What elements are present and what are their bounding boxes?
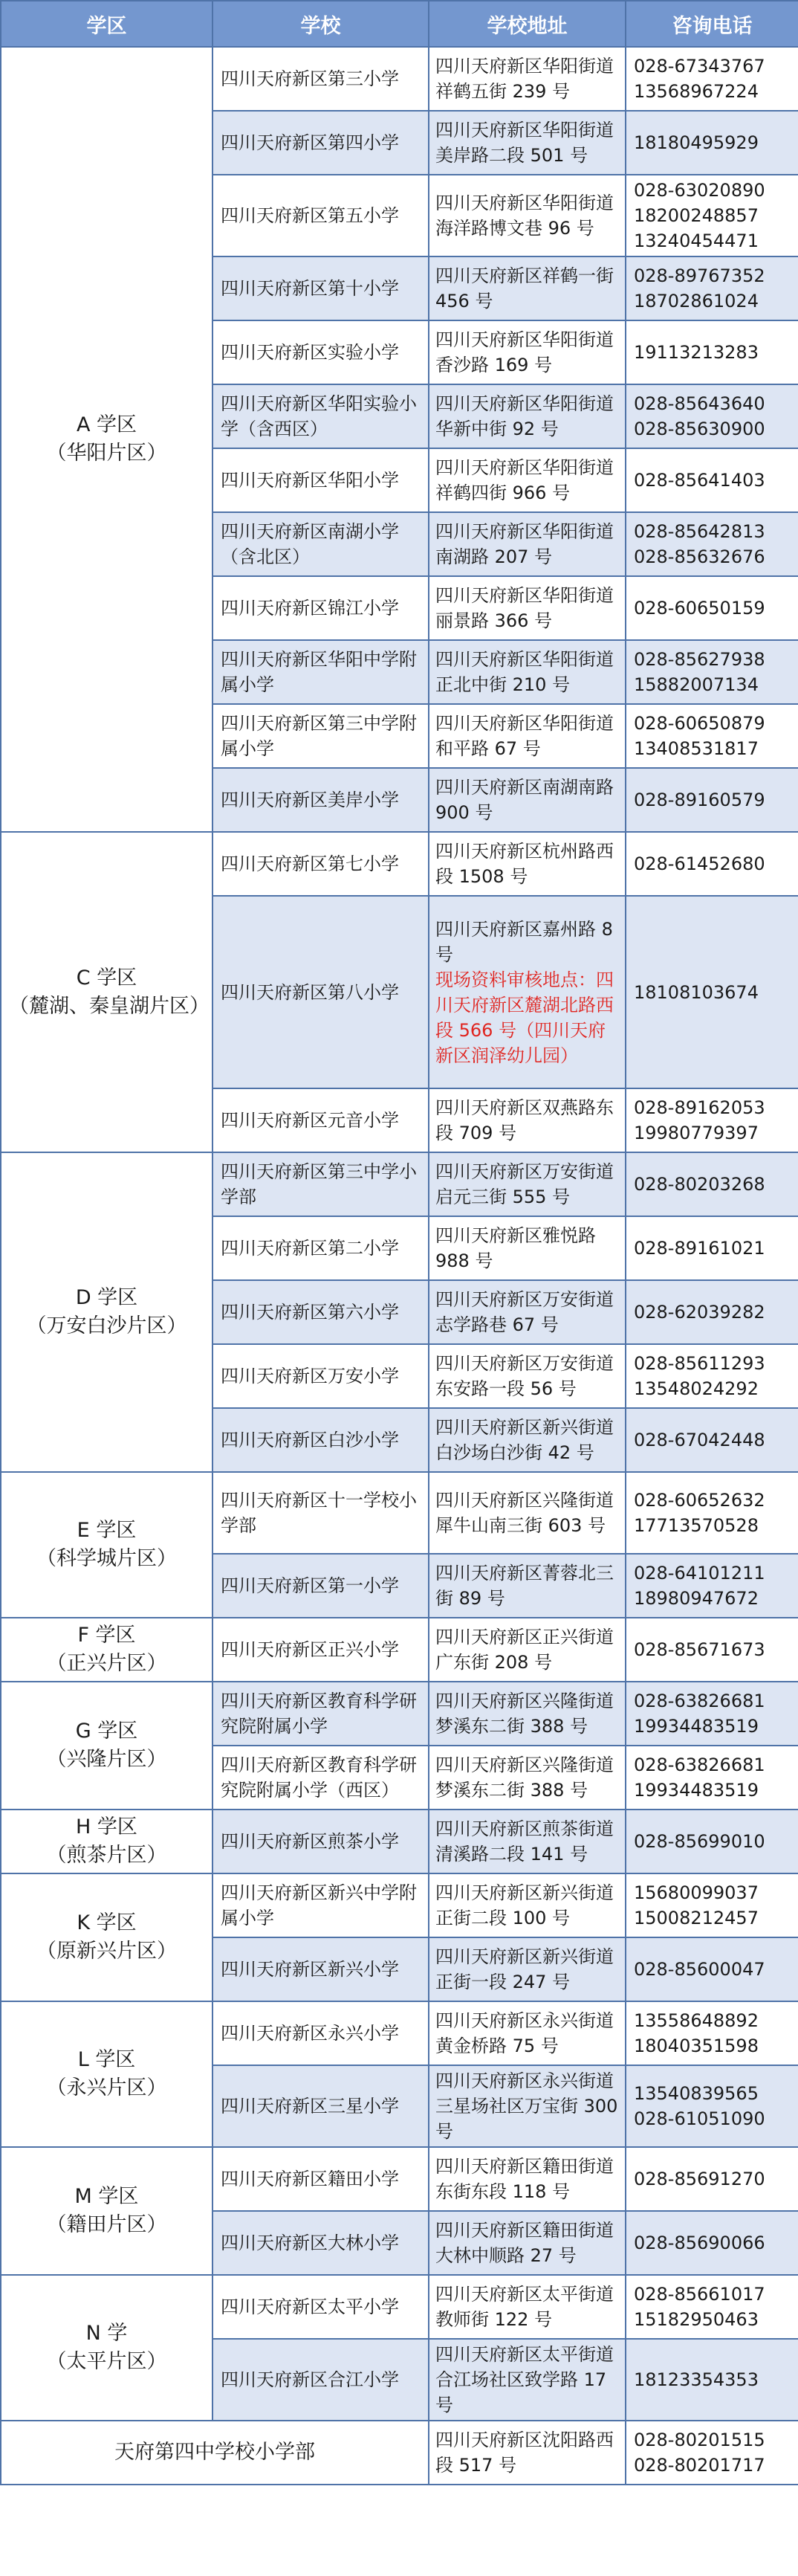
district-area: （华阳片区） xyxy=(46,442,167,465)
address-text: 四川天府新区华阳街道祥鹤五街 239 号 xyxy=(435,56,614,102)
district-area: （万安白沙片区） xyxy=(26,1314,187,1337)
district-area: （麓湖、秦皇湖片区） xyxy=(9,994,210,1018)
address-text: 四川天府新区菁蓉北三街 89 号 xyxy=(435,1563,614,1609)
school-address xyxy=(429,576,626,640)
school-name: 四川天府新区万安小学 xyxy=(213,1344,429,1408)
district-area: （煎茶片区） xyxy=(46,1844,167,1867)
school-name: 四川天府新区籍田小学 xyxy=(213,2147,429,2211)
school-address xyxy=(429,2275,626,2339)
address-text: 四川天府新区华阳街道正北中街 210 号 xyxy=(435,649,614,695)
school-name: 四川天府新区第五小学 xyxy=(213,175,429,256)
school-name: 四川天府新区华阳小学 xyxy=(213,448,429,512)
phone-number: 028-89767352 18702861024 xyxy=(626,256,798,320)
phone-number: 028-63020890 18200248857 13240454471 xyxy=(626,175,798,256)
header-row xyxy=(1,1,798,47)
district-cell xyxy=(1,1682,213,1810)
district-cell xyxy=(1,1472,213,1618)
phone-number: 028-85642813 028-85632676 xyxy=(626,512,798,576)
school-address xyxy=(429,640,626,704)
phone-number: 028-85690066 xyxy=(626,2211,798,2275)
district-name: K 学区 xyxy=(77,1911,137,1934)
school-address xyxy=(429,2211,626,2275)
school-name: 四川天府新区第三中学小学部 xyxy=(213,1152,429,1216)
school-name: 四川天府新区十一学校小学部 xyxy=(213,1472,429,1554)
school-address xyxy=(429,256,626,320)
district-area: （正兴片区） xyxy=(46,1652,167,1675)
school-name: 四川天府新区煎茶小学 xyxy=(213,1810,429,1873)
phone-number: 028-63826681 19934483519 xyxy=(626,1746,798,1810)
school-name: 四川天府新区第四小学 xyxy=(213,111,429,175)
table-body xyxy=(1,47,798,2485)
school-address xyxy=(429,1554,626,1618)
school-address xyxy=(429,768,626,832)
school-name: 四川天府新区新兴小学 xyxy=(213,1937,429,2001)
phone-number: 028-67042448 xyxy=(626,1408,798,1472)
school-address xyxy=(429,896,626,1088)
phone-number: 028-85643640 028-85630900 xyxy=(626,384,798,448)
school-name: 四川天府新区美岸小学 xyxy=(213,768,429,832)
school-name: 四川天府新区正兴小学 xyxy=(213,1618,429,1682)
school-name: 四川天府新区太平小学 xyxy=(213,2275,429,2339)
school-address xyxy=(429,1682,626,1746)
school-name: 四川天府新区第七小学 xyxy=(213,832,429,896)
phone-number: 13540839565 028-61051090 xyxy=(626,2065,798,2147)
school-name: 四川天府新区第一小学 xyxy=(213,1554,429,1618)
table-row xyxy=(1,1152,798,1216)
district-name: H 学区 xyxy=(76,1815,137,1839)
school-name: 四川天府新区永兴小学 xyxy=(213,2001,429,2065)
phone-number: 028-60650159 xyxy=(626,576,798,640)
school-address xyxy=(429,448,626,512)
address-text: 四川天府新区煎茶街道清溪路二段 141 号 xyxy=(435,1818,614,1865)
table-row xyxy=(1,1873,798,1937)
table-row xyxy=(1,2001,798,2065)
address-text: 四川天府新区籍田街道东街东段 118 号 xyxy=(435,2156,614,2202)
address-text: 四川天府新区南湖南路 900 号 xyxy=(435,777,614,823)
phone-number: 028-60652632 17713570528 xyxy=(626,1472,798,1554)
address-text: 四川天府新区华阳街道和平路 67 号 xyxy=(435,713,614,759)
school-address xyxy=(429,2339,626,2421)
district-cell xyxy=(1,1152,213,1472)
table-row xyxy=(1,2275,798,2339)
phone-number: 028-85699010 xyxy=(626,1810,798,1873)
address-text: 四川天府新区华阳街道华新中街 92 号 xyxy=(435,393,614,439)
address-text: 四川天府新区兴隆街道梦溪东二街 388 号 xyxy=(435,1755,614,1801)
school-address xyxy=(429,111,626,175)
district-area: （科学城片区） xyxy=(36,1547,177,1570)
address-text: 四川天府新区兴隆街道梦溪东二街 388 号 xyxy=(435,1691,614,1737)
district-area: （籍田片区） xyxy=(46,2213,167,2236)
district-name: G 学区 xyxy=(75,1720,138,1743)
school-address xyxy=(429,1746,626,1810)
school-name: 四川天府新区三星小学 xyxy=(213,2065,429,2147)
table-row xyxy=(1,1618,798,1682)
school-address xyxy=(429,1152,626,1216)
school-name: 四川天府新区南湖小学（含北区） xyxy=(213,512,429,576)
phone-number: 028-89161021 xyxy=(626,1216,798,1280)
district-name: C 学区 xyxy=(76,966,137,990)
address-text: 四川天府新区新兴街道白沙场白沙街 42 号 xyxy=(435,1417,614,1463)
phone-number: 18180495929 xyxy=(626,111,798,175)
address-text: 四川天府新区新兴街道正街一段 247 号 xyxy=(435,1946,614,1992)
district-area: （太平片区） xyxy=(46,2350,167,2373)
school-address xyxy=(429,832,626,896)
address-text: 四川天府新区华阳街道丽景路 366 号 xyxy=(435,585,614,631)
school-address xyxy=(429,47,626,111)
school-address xyxy=(429,1344,626,1408)
address-text: 四川天府新区万安街道志学路巷 67 号 xyxy=(435,1289,614,1335)
school-address xyxy=(429,1873,626,1937)
district-name: M 学区 xyxy=(74,2185,139,2208)
school-address xyxy=(429,320,626,384)
address-text: 四川天府新区永兴街道三星场社区万宝街 300 号 xyxy=(435,2070,618,2142)
school-name: 天府第四中学校小学部 xyxy=(1,2421,429,2485)
phone-number: 028-62039282 xyxy=(626,1280,798,1344)
address-text: 四川天府新区华阳街道香沙路 169 号 xyxy=(435,329,614,375)
header-district: 学区 xyxy=(1,1,213,47)
phone-number: 028-67343767 13568967224 xyxy=(626,47,798,111)
table-row xyxy=(1,1682,798,1746)
phone-number: 028-63826681 19934483519 xyxy=(626,1682,798,1746)
district-area: （永兴片区） xyxy=(46,2076,167,2099)
phone-number: 15680099037 15008212457 xyxy=(626,1873,798,1937)
header-phone: 咨询电话 xyxy=(626,1,798,47)
school-address xyxy=(429,175,626,256)
address-text: 四川天府新区华阳街道祥鹤四街 966 号 xyxy=(435,457,614,503)
address-text: 四川天府新区杭州路西段 1508 号 xyxy=(435,841,614,887)
school-name: 四川天府新区第八小学 xyxy=(213,896,429,1088)
school-name: 四川天府新区白沙小学 xyxy=(213,1408,429,1472)
school-name: 四川天府新区新兴中学附属小学 xyxy=(213,1873,429,1937)
district-area: （原新兴片区） xyxy=(36,1940,177,1963)
address-text: 四川天府新区祥鹤一街 456 号 xyxy=(435,265,614,311)
district-name: N 学 xyxy=(85,2322,128,2345)
school-name: 四川天府新区大林小学 xyxy=(213,2211,429,2275)
district-cell xyxy=(1,2275,213,2421)
school-address xyxy=(429,2065,626,2147)
school-address: 四川天府新区沈阳路西段 517 号 xyxy=(429,2421,626,2485)
district-cell xyxy=(1,1618,213,1682)
district-name: A 学区 xyxy=(76,413,137,436)
school-address xyxy=(429,1937,626,2001)
school-name: 四川天府新区第六小学 xyxy=(213,1280,429,1344)
school-address xyxy=(429,1216,626,1280)
address-text: 四川天府新区华阳街道美岸路二段 501 号 xyxy=(435,120,614,166)
district-cell xyxy=(1,2147,213,2275)
district-cell xyxy=(1,1873,213,2001)
school-address xyxy=(429,1408,626,1472)
district-name: D 学区 xyxy=(75,1286,138,1309)
school-name: 四川天府新区华阳实验小学（含西区） xyxy=(213,384,429,448)
phone-number: 028-85671673 xyxy=(626,1618,798,1682)
school-address xyxy=(429,1088,626,1152)
phone-number: 19113213283 xyxy=(626,320,798,384)
school-address xyxy=(429,1810,626,1873)
district-name: E 学区 xyxy=(77,1519,137,1542)
district-cell xyxy=(1,2001,213,2147)
district-name: L 学区 xyxy=(77,2048,136,2071)
address-text: 四川天府新区太平街道教师街 122 号 xyxy=(435,2284,614,2330)
phone-number: 028-60650879 13408531817 xyxy=(626,704,798,768)
address-text: 四川天府新区万安街道启元三街 555 号 xyxy=(435,1161,614,1207)
school-address xyxy=(429,2001,626,2065)
phone-number: 028-85600047 xyxy=(626,1937,798,2001)
phone-number: 028-61452680 xyxy=(626,832,798,896)
phone-number: 028-80201515 028-80201717 xyxy=(626,2421,798,2485)
school-name: 四川天府新区第三中学附属小学 xyxy=(213,704,429,768)
phone-number: 18123354353 xyxy=(626,2339,798,2421)
school-address xyxy=(429,1280,626,1344)
district-cell xyxy=(1,47,213,832)
school-name: 四川天府新区实验小学 xyxy=(213,320,429,384)
phone-number: 18108103674 xyxy=(626,896,798,1088)
phone-number: 028-85627938 15882007134 xyxy=(626,640,798,704)
phone-number: 028-85641403 xyxy=(626,448,798,512)
phone-number: 028-85661017 15182950463 xyxy=(626,2275,798,2339)
school-name: 四川天府新区第十小学 xyxy=(213,256,429,320)
address-text: 四川天府新区永兴街道黄金桥路 75 号 xyxy=(435,2010,614,2056)
table-row xyxy=(1,2147,798,2211)
address-text: 四川天府新区正兴街道广东街 208 号 xyxy=(435,1627,614,1673)
school-name: 四川天府新区合江小学 xyxy=(213,2339,429,2421)
school-name: 四川天府新区华阳中学附属小学 xyxy=(213,640,429,704)
school-address xyxy=(429,2147,626,2211)
address-text: 四川天府新区兴隆街道犀牛山南三街 603 号 xyxy=(435,1490,614,1536)
address-text: 四川天府新区新兴街道正街二段 100 号 xyxy=(435,1882,614,1928)
school-address xyxy=(429,512,626,576)
school-address xyxy=(429,1618,626,1682)
address-text: 四川天府新区太平街道合江场社区致学路 17 号 xyxy=(435,2344,614,2415)
address-note: 现场资料审核地点：四川天府新区麓湖北路西段 566 号（四川天府新区润泽幼儿园） xyxy=(435,969,614,1066)
phone-number: 028-85611293 13548024292 xyxy=(626,1344,798,1408)
district-cell xyxy=(1,1810,213,1873)
phone-number: 028-85691270 xyxy=(626,2147,798,2211)
table-row-final xyxy=(1,2421,798,2485)
address-text: 四川天府新区华阳街道南湖路 207 号 xyxy=(435,521,614,567)
address-text: 四川天府新区华阳街道海洋路博文巷 96 号 xyxy=(435,193,614,239)
table-row xyxy=(1,832,798,896)
header-school: 学校 xyxy=(213,1,429,47)
phone-number: 028-89162053 19980779397 xyxy=(626,1088,798,1152)
header-address: 学校地址 xyxy=(429,1,626,47)
address-text: 四川天府新区雅悦路 988 号 xyxy=(435,1225,596,1271)
phone-number: 13558648892 18040351598 xyxy=(626,2001,798,2065)
school-address xyxy=(429,384,626,448)
school-name: 四川天府新区第二小学 xyxy=(213,1216,429,1280)
school-name: 四川天府新区锦江小学 xyxy=(213,576,429,640)
phone-number: 028-80203268 xyxy=(626,1152,798,1216)
district-name: F 学区 xyxy=(77,1624,136,1647)
address-text: 四川天府新区籍田街道大林中顺路 27 号 xyxy=(435,2220,614,2266)
school-name: 四川天府新区第三小学 xyxy=(213,47,429,111)
school-address xyxy=(429,1472,626,1554)
address-text: 四川天府新区双燕路东段 709 号 xyxy=(435,1097,614,1143)
district-area: （兴隆片区） xyxy=(46,1748,167,1771)
school-name: 四川天府新区教育科学研究院附属小学（西区） xyxy=(213,1746,429,1810)
table-row xyxy=(1,1810,798,1873)
school-name: 四川天府新区元音小学 xyxy=(213,1088,429,1152)
table-row xyxy=(1,1472,798,1554)
district-cell xyxy=(1,832,213,1152)
phone-number: 028-89160579 xyxy=(626,768,798,832)
school-name: 四川天府新区教育科学研究院附属小学 xyxy=(213,1682,429,1746)
school-address xyxy=(429,704,626,768)
table-row xyxy=(1,47,798,111)
address-text: 四川天府新区嘉州路 8 号 xyxy=(435,918,613,965)
address-text: 四川天府新区万安街道东安路一段 56 号 xyxy=(435,1353,614,1399)
phone-number: 028-64101211 18980947672 xyxy=(626,1554,798,1618)
